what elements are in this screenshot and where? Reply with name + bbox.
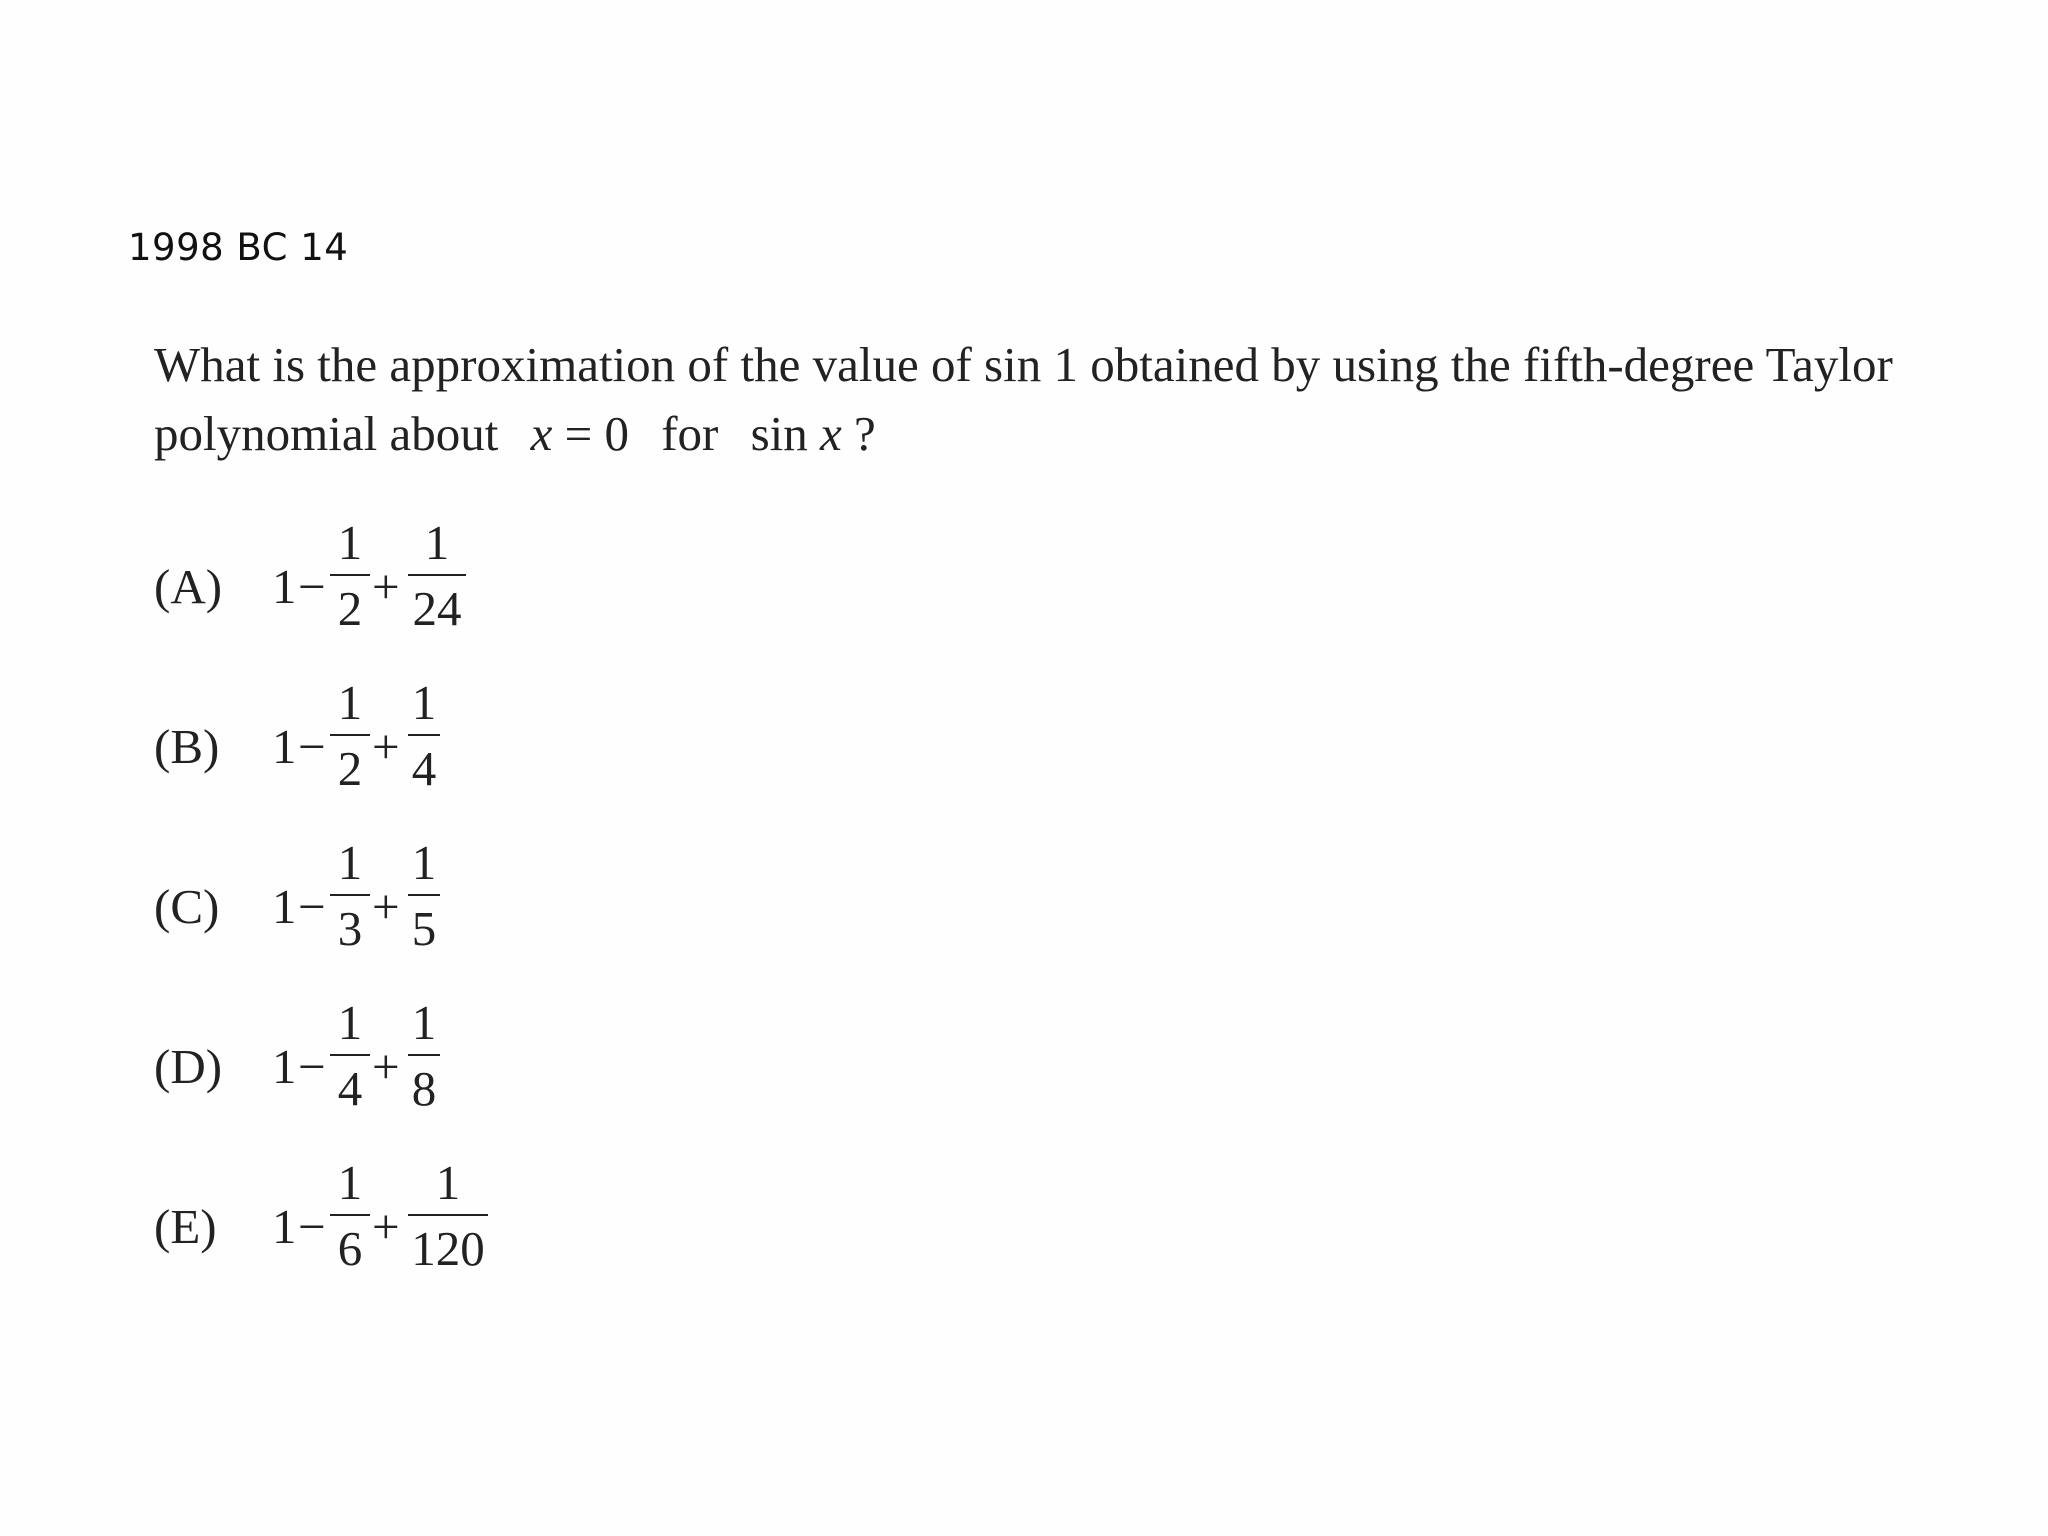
fraction-2 <box>408 995 440 1116</box>
question-part1: What is the approximation of the value of sin 1 obtained by using the fifth-degree Taylor polynomial about <box>154 337 1893 461</box>
fraction-2 <box>408 1155 488 1276</box>
plus-sign: + <box>372 1039 400 1094</box>
fraction-numerator: 1 <box>411 995 437 1050</box>
question-sin: sin <box>750 406 808 461</box>
fraction-denominator: 2 <box>337 741 363 796</box>
choice-letter: (A) <box>154 559 223 614</box>
lead-one: 1 <box>272 719 297 774</box>
fraction-bar <box>408 1214 488 1216</box>
fraction-bar <box>330 894 370 896</box>
fraction-numerator: 1 <box>337 515 363 570</box>
lead-one: 1 <box>272 1039 297 1094</box>
fraction-numerator: 1 <box>337 995 363 1050</box>
lead-one: 1 <box>272 1199 297 1254</box>
fraction-denominator: 120 <box>411 1221 485 1276</box>
fraction-bar <box>330 1214 370 1216</box>
minus-sign: − <box>298 1039 326 1094</box>
fraction-bar <box>330 574 370 576</box>
question-text <box>154 330 1954 468</box>
fraction-numerator: 1 <box>337 1155 363 1210</box>
question-mark: ? <box>854 406 876 461</box>
fraction-denominator: 4 <box>337 1061 363 1116</box>
fraction-2 <box>408 835 440 956</box>
fraction-denominator: 6 <box>337 1221 363 1276</box>
fraction-numerator: 1 <box>337 675 363 730</box>
plus-sign: + <box>372 879 400 934</box>
fraction-numerator: 1 <box>435 1155 461 1210</box>
fraction-bar <box>408 894 440 896</box>
question-variable-x: x <box>530 406 553 461</box>
question-equals-zero: = 0 <box>564 406 629 461</box>
fraction-denominator: 24 <box>412 581 462 636</box>
minus-sign: − <box>298 559 326 614</box>
fraction-denominator: 4 <box>411 741 437 796</box>
fraction-denominator: 2 <box>337 581 363 636</box>
fraction-bar <box>408 1054 440 1056</box>
fraction-numerator: 1 <box>411 835 437 890</box>
choice-letter: (E) <box>154 1199 217 1254</box>
plus-sign: + <box>372 559 400 614</box>
choice-letter: (D) <box>154 1039 223 1094</box>
plus-sign: + <box>372 1199 400 1254</box>
fraction-2 <box>408 515 466 636</box>
plus-sign: + <box>372 719 400 774</box>
question-variable-x2: x <box>820 406 842 461</box>
minus-sign: − <box>298 1199 326 1254</box>
question-for: for <box>661 406 719 461</box>
fraction-bar <box>330 1054 370 1056</box>
fraction-numerator: 1 <box>424 515 450 570</box>
fraction-1 <box>330 675 370 796</box>
fraction-1 <box>330 995 370 1116</box>
choice-letter: (B) <box>154 719 220 774</box>
problem-label: 1998 BC 14 <box>128 226 349 269</box>
lead-one: 1 <box>272 879 297 934</box>
fraction-denominator: 3 <box>337 901 363 956</box>
fraction-2 <box>408 675 440 796</box>
fraction-denominator: 8 <box>411 1061 437 1116</box>
choice-letter: (C) <box>154 879 220 934</box>
fraction-bar <box>330 734 370 736</box>
minus-sign: − <box>298 879 326 934</box>
fraction-1 <box>330 515 370 636</box>
fraction-bar <box>408 574 466 576</box>
fraction-bar <box>408 734 440 736</box>
minus-sign: − <box>298 719 326 774</box>
fraction-denominator: 5 <box>411 901 437 956</box>
fraction-numerator: 1 <box>411 675 437 730</box>
fraction-1 <box>330 835 370 956</box>
fraction-numerator: 1 <box>337 835 363 890</box>
lead-one: 1 <box>272 559 297 614</box>
fraction-1 <box>330 1155 370 1276</box>
